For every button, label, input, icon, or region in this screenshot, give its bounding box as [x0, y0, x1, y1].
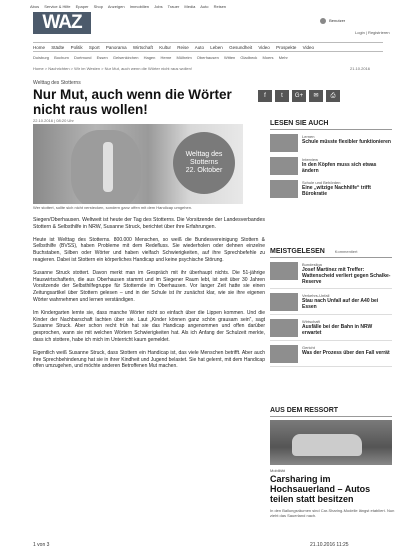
nav-item[interactable]: Reise	[177, 45, 189, 50]
top-links-bar	[30, 4, 373, 12]
lesen-sie-auch-section	[270, 120, 392, 203]
city-item[interactable]: Herne	[160, 55, 172, 60]
top-link[interactable]: Service & Hilfe	[44, 4, 71, 9]
teaser-thumbnail	[270, 262, 298, 280]
city-item[interactable]: Dortmund	[73, 55, 92, 60]
ressort-image[interactable]	[270, 420, 392, 465]
nav-item[interactable]: Wirtschaft	[132, 45, 153, 50]
nav-item[interactable]: Politik	[70, 45, 83, 50]
date-label: 21.10.2016	[350, 66, 371, 71]
city-item[interactable]: Duisburg	[33, 55, 50, 60]
user-label: Benutzer	[329, 18, 346, 24]
top-link[interactable]: Immobilien	[129, 4, 150, 9]
ressort-teaser: In den Ballungsräumen sind Car-Sharing-Modelle längst etabliert. Nun zieht das Sauerland nach.	[270, 508, 395, 518]
city-item[interactable]: Oberhausen	[196, 55, 219, 60]
top-link[interactable]: Media	[184, 4, 196, 9]
article-hero-image	[33, 124, 243, 204]
article-lead: Siegen/Oberhausen. Weltweit ist heute der Tag des Stotterns. Die Vorsitzende der Landesverbandes Stottern & Selbsthilfe in NRW, Susanne Struck, berichtet über ihre Erfahrungen.	[33, 217, 265, 230]
city-nav	[33, 55, 383, 62]
city-item[interactable]: Hagen	[143, 55, 156, 60]
article-title: Nur Mut, auch wenn die Wörter nicht raus wollen!	[33, 87, 232, 117]
city-item[interactable]: Gelsenkirchen	[112, 55, 139, 60]
ressort-heading: AUS DEM RESSORT	[270, 407, 392, 417]
google-plus-icon[interactable]: G+	[292, 90, 306, 102]
article-paragraph: Heute ist Welttag des Stotterns. 800.000 Menschen, so weiß die Bundesvereinigung Stottern & Selbsthilfe (BVSS), haben Probleme mit dem Redefluss. Sie wiederholen oder dehnen einzelne Buchstaben, Silben oder Wörter und haben vielfach Schwierigkeiten, auf ihre Sprechbefehle zu reagieren. Dabei ist Stottern ein körperliches Handicap und keine psychische Störung.	[33, 236, 265, 263]
teaser-title[interactable]: Was der Prozess über den Fall verrät	[302, 350, 390, 356]
print-timestamp: 21.10.2016 11:25	[310, 542, 349, 548]
nav-item[interactable]: Panorama	[105, 45, 127, 50]
hero-finger	[103, 142, 113, 192]
city-item[interactable]: Mehr	[278, 55, 288, 60]
nav-item[interactable]: Leben	[210, 45, 223, 50]
teaser-thumbnail	[270, 180, 298, 198]
teaser-title[interactable]: Ausfälle bei der Bahn in NRW erwartet	[302, 324, 373, 336]
top-link[interactable]: Auto	[200, 4, 209, 9]
user-icon	[320, 18, 326, 24]
teaser-title[interactable]: Josef Martínez mit Treffer: Wattenscheid verliert gegen Schalke-Reserve	[302, 267, 391, 285]
top-link[interactable]: Trauer	[167, 4, 180, 9]
nav-item[interactable]: Video	[302, 45, 315, 50]
meistgelesen-heading: MEISTGELESEN	[270, 248, 325, 255]
article-body	[33, 217, 265, 376]
page-counter: 1 von 3	[33, 542, 50, 548]
teaser-category: Lernen	[302, 134, 315, 139]
ressort-title[interactable]: Carsharing im Hochsauerland – Autos teilen statt besitzen	[270, 474, 371, 504]
teaser-category: Wirtschaft	[302, 319, 320, 324]
teaser-category: Interview	[302, 157, 319, 162]
mail-icon[interactable]: ✉	[309, 90, 323, 102]
city-item[interactable]: Witten	[223, 55, 236, 60]
badge-line: Stotterns	[189, 159, 218, 166]
teaser-item[interactable]	[270, 345, 392, 367]
top-link[interactable]: Reisen	[213, 4, 227, 9]
article-meta: 22.10.2016 | 08:20 Uhr	[33, 118, 74, 123]
teaser-item[interactable]	[270, 134, 392, 152]
teaser-category: Schule und Behörden	[302, 180, 341, 185]
article-paragraph: Susanne Struck stottert. Davon merkt man im Gespräch mit ihr überhaupt nichts. Die 51-jährige Hauswirtschafterin, die aus Oberhausen stammt und im Siegener Raum lebt, ist seit über 30 Jahren Vorsitzende der Selbsthilfegruppe für Stotternde im Oberhausen. Vor langer Zeit hatte sie einen Zeitungsartikel über Stottern gelesen – und in der Schule ist ihr zunächst klar, wie sie ihre eigenen Wörter wahrnehmen und lernen verständigen.	[33, 269, 265, 303]
article-paragraph: Im Kindergarten lernte sie, dass manche Wörter nicht so einfach über die Lippen kommen. Und die Kinder der Nachbarschaft lachten über sie. Laut „Kinder können ganz schön grausam sein“, sagt Susanne Struck. Aber schon recht früh hat sie das Handicap angenommen und offen darüber gesprochen, wann sie mit welchen Wörtern Schwierigkeiten hat. Als ich Anfang der Schulzeit merkte, dass ich stottere, habe ich mich im Unterricht kaum gemeldet.	[33, 309, 265, 343]
section-heading: LESEN SIE AUCH	[270, 120, 392, 130]
tab-kommentiert[interactable]: Kommentiert	[334, 249, 358, 254]
top-link[interactable]: Epaper	[75, 4, 89, 9]
teaser-item[interactable]	[270, 293, 392, 315]
top-link[interactable]: Anzeigen	[107, 4, 125, 9]
teaser-item[interactable]	[270, 262, 392, 289]
teaser-item[interactable]	[270, 157, 392, 175]
city-item[interactable]: Essen	[96, 55, 108, 60]
teaser-item[interactable]	[270, 180, 392, 198]
section-heading	[270, 248, 392, 258]
login-links[interactable]: Login | Registrieren	[355, 30, 390, 35]
waz-logo[interactable]: WAZ	[33, 12, 91, 34]
top-link[interactable]: Shop	[93, 4, 103, 9]
stuttering-day-badge	[173, 132, 235, 194]
article-paragraph: Eigentlich weiß Susanne Struck, dass Stottern ein Handicap ist, das viele Menschen betrifft. Aber auch ihre Sprechbehinderung hat sie in ihrer Kindheit und Jugend belastet. Sie hat gelernt, mit dem Handicap offen umzugehen, und möchte anderen Betroffenen Mut machen.	[33, 349, 265, 370]
teaser-title[interactable]: Schule müsste flexibler funktionieren	[302, 139, 391, 145]
teaser-category: Bundesliga	[302, 262, 322, 267]
facebook-icon[interactable]: f	[258, 90, 272, 102]
nav-item[interactable]: Kultur	[159, 45, 171, 50]
teaser-thumbnail	[270, 293, 298, 311]
teaser-thumbnail	[270, 345, 298, 363]
city-item[interactable]: Moers	[262, 55, 274, 60]
nav-item[interactable]: Städte	[51, 45, 65, 50]
print-icon[interactable]: ⎙	[326, 90, 340, 102]
article-kicker: Welttag des Stotterns	[33, 80, 81, 86]
nav-item[interactable]: Video	[258, 45, 270, 50]
teaser-title[interactable]: Stau nach Unfall auf der A40 bei Essen	[302, 298, 379, 310]
badge-line: 22. Oktober	[185, 167, 223, 174]
top-link[interactable]: Abos	[30, 4, 40, 9]
teaser-item[interactable]	[270, 319, 392, 341]
nav-item[interactable]: Auto	[194, 45, 205, 50]
teaser-thumbnail	[270, 319, 298, 337]
city-item[interactable]: Mülheim	[176, 55, 192, 60]
ressort-category: Mobilität	[270, 468, 285, 473]
social-share-bar	[258, 90, 340, 102]
teaser-thumbnail	[270, 157, 298, 175]
user-box[interactable]	[320, 18, 345, 24]
nav-item[interactable]: Sport	[88, 45, 100, 50]
nav-item[interactable]: Prospekte	[276, 45, 297, 50]
city-item[interactable]: Gladbeck	[240, 55, 258, 60]
car-illustration	[292, 434, 362, 456]
teaser-category: Verkehrs-Unfall	[302, 293, 330, 298]
meistgelesen-section	[270, 248, 392, 371]
teaser-category: Gericht	[302, 345, 315, 350]
image-caption: Wer stottert, sollte sich nicht verstecken, sondern ganz offen mit dem Handicap umgehen.	[33, 205, 193, 210]
teaser-thumbnail	[270, 134, 298, 152]
nav-item[interactable]: Gesundheit	[229, 45, 253, 50]
main-nav	[33, 42, 383, 52]
nav-item[interactable]: Home	[33, 45, 46, 50]
badge-line: Welttag des	[185, 151, 223, 158]
teaser-title[interactable]: In den Köpfen muss sich etwas ändern	[302, 162, 377, 174]
teaser-title[interactable]: Eine „witzige Nachhilfe“ trifft Bürokratie	[302, 185, 371, 197]
city-item[interactable]: Bochum	[54, 55, 69, 60]
breadcrumb[interactable]: Home > Nachrichten > Wir im Westen > Nur Mut, auch wenn die Wörter nicht raus wollen!	[33, 66, 192, 71]
twitter-icon[interactable]: t	[275, 90, 289, 102]
top-link[interactable]: Jobs	[154, 4, 163, 9]
